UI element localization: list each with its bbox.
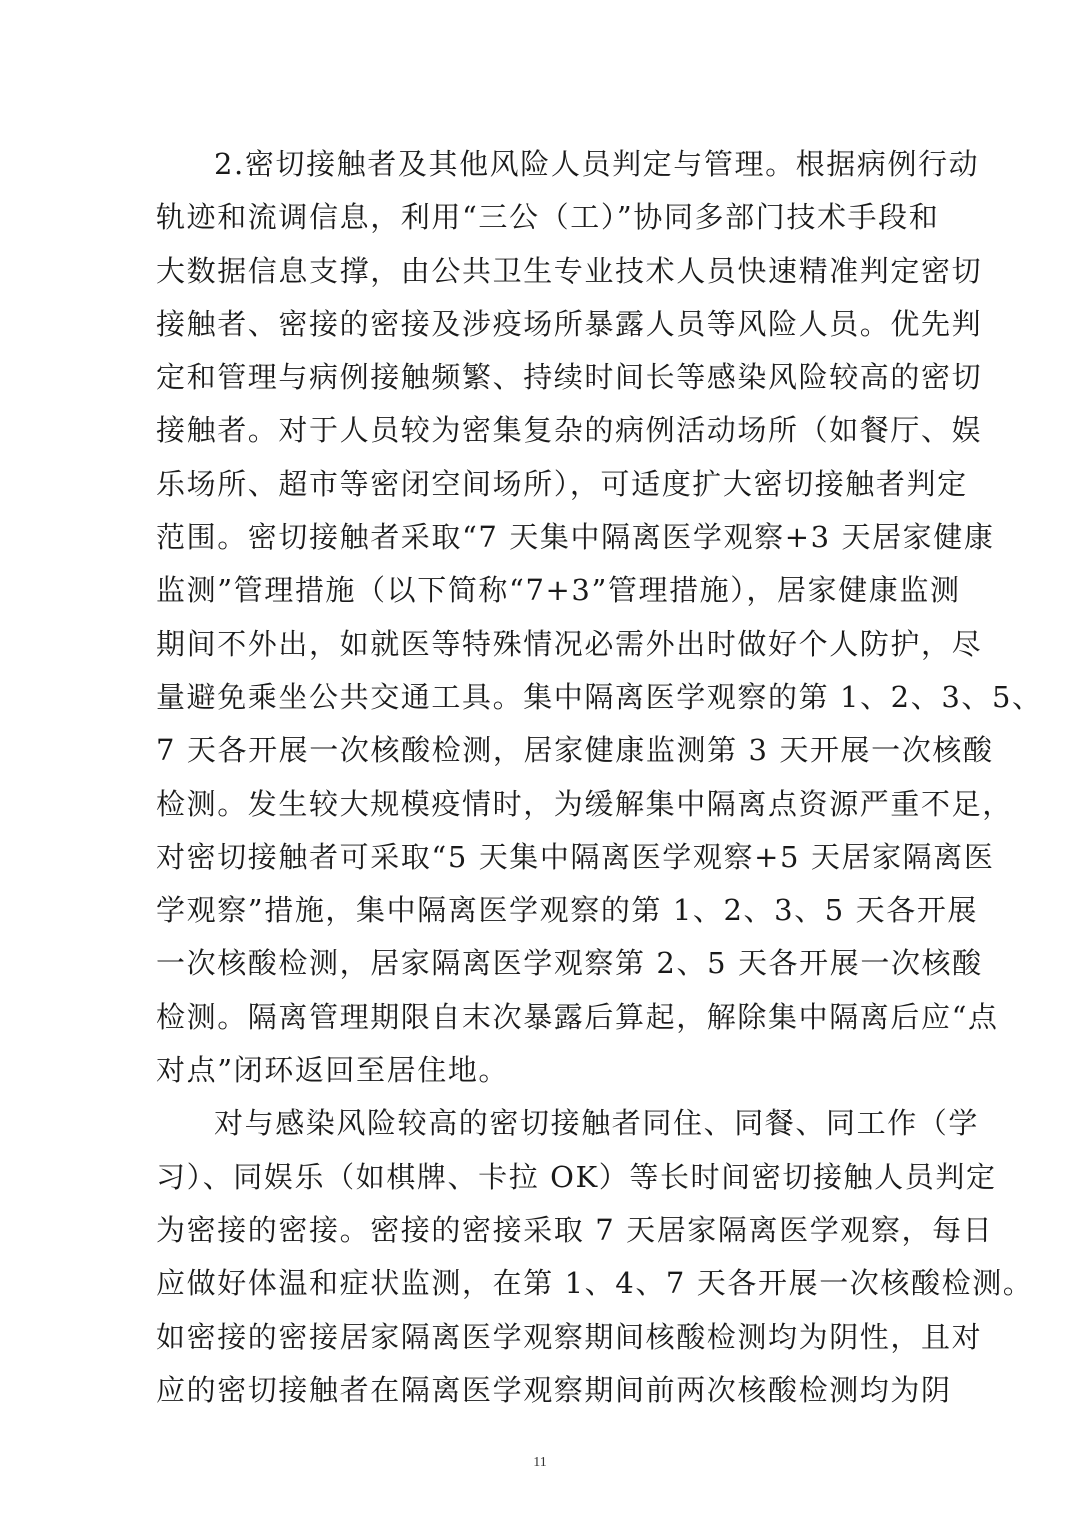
text-line: 接触者、密接的密接及涉疫场所暴露人员等风险人员。优先判 <box>156 306 983 341</box>
paragraph-secondary-contacts <box>156 1097 1034 1417</box>
text-line: 检测。隔离管理期限自末次暴露后算起，解除集中隔离后应“点 <box>156 999 999 1034</box>
text-line: 学观察”措施，集中隔离医学观察的第 1、2、3、5 天各开展 <box>156 893 979 928</box>
text-line: 接触者。对于人员较为密集复杂的病例活动场所（如餐厅、娱 <box>156 413 983 448</box>
paragraph-contacts-management <box>156 138 1043 1097</box>
text-line: 大数据信息支撑，由公共卫生专业技术人员快速精准判定密切 <box>156 253 983 288</box>
text-line: 应的密切接触者在隔离医学观察期间前两次核酸检测均为阴 <box>156 1372 952 1407</box>
text-line: 对密切接触者可采取“5 天集中隔离医学观察+5 天居家隔离医 <box>156 839 995 874</box>
text-line: 对点”闭环返回至居住地。 <box>156 1053 510 1088</box>
text-line: 轨迹和流调信息，利用“三公（工）”协同多部门技术手段和 <box>156 200 940 235</box>
text-line: 习）、同娱乐（如棋牌、卡拉 OK）等长时间密切接触人员判定 <box>156 1159 997 1194</box>
text-line: 如密接的密接居家隔离医学观察期间核酸检测均为阴性，且对 <box>156 1319 983 1354</box>
text-line: 定和管理与病例接触频繁、持续时间长等感染风险较高的密切 <box>156 360 983 395</box>
text-line: 应做好体温和症状监测，在第 1、4、7 天各开展一次核酸检测。 <box>156 1266 1034 1301</box>
text-line: 2.密切接触者及其他风险人员判定与管理。根据病例行动 <box>214 147 980 181</box>
text-line: 监测”管理措施（以下简称“7+3”管理措施），居家健康监测 <box>156 573 961 608</box>
text-line: 检测。发生较大规模疫情时，为缓解集中隔离点资源严重不足， <box>156 786 1013 821</box>
text-line: 为密接的密接。密接的密接采取 7 天居家隔离医学观察，每日 <box>156 1212 994 1247</box>
text-line: 一次核酸检测，居家隔离医学观察第 2、5 天各开展一次核酸 <box>156 946 983 981</box>
page-number: 11 <box>533 1455 547 1470</box>
text-line: 期间不外出，如就医等特殊情况必需外出时做好个人防护，尽 <box>156 626 983 661</box>
text-line: 范围。密切接触者采取“7 天集中隔离医学观察+3 天居家健康 <box>156 520 995 555</box>
text-line: 量避免乘坐公共交通工具。集中隔离医学观察的第 1、2、3、5、 <box>156 679 1043 714</box>
text-line: 7 天各开展一次核酸检测，居家健康监测第 3 天开展一次核酸 <box>156 733 994 768</box>
body-text <box>156 138 1043 1417</box>
text-line: 对与感染风险较高的密切接触者同住、同餐、同工作（学 <box>214 1106 980 1141</box>
text-line: 乐场所、超市等密闭空间场所），可适度扩大密切接触者判定 <box>156 466 968 501</box>
